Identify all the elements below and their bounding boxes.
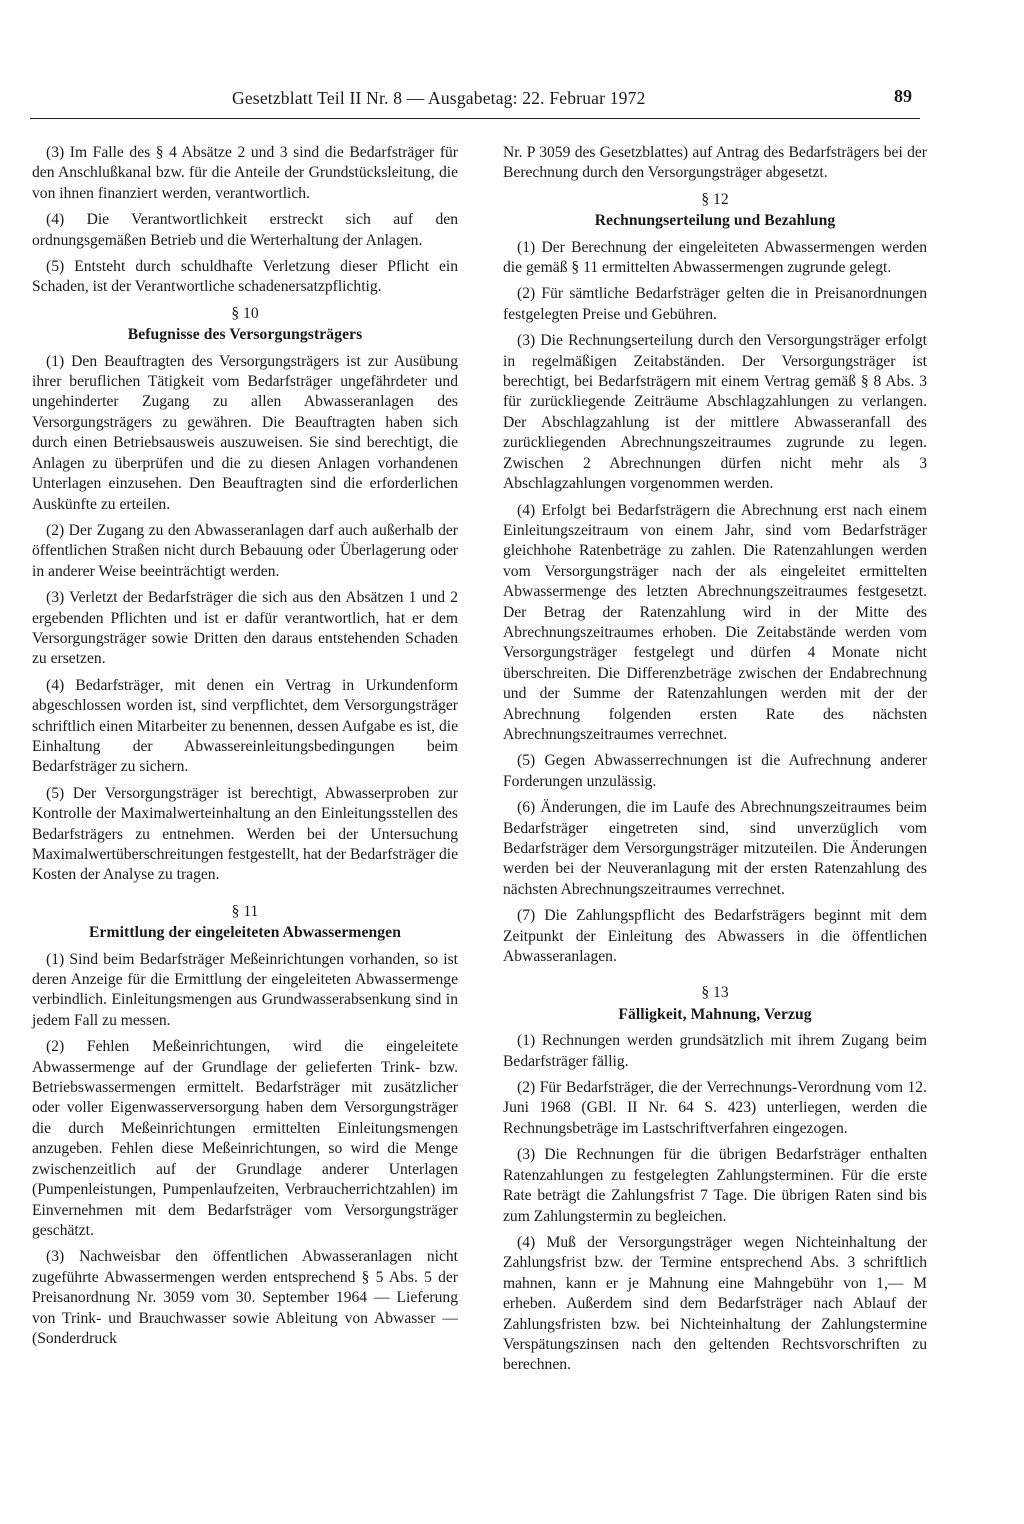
paragraph: (4) Bedarfsträger, mit denen ein Vertrag in Urkundenform abgeschlossen worden ist, sind verpflichtet, dem Versorgungsträger schriftlich einen Mitarbeiter zu benennen, dessen Aufgabe es ist, die Einhaltung der Abwassereinleitungsbedingungen beim Bedarfsträger zu sichern. <box>32 676 458 776</box>
paragraph: (1) Der Berechnung der eingeleiteten Abwassermengen werden die gemäß § 11 ermittelten Abwassermengen zugrunde gelegt. <box>503 238 927 277</box>
section-number: § 13 <box>701 984 729 1002</box>
left-column <box>32 143 458 1355</box>
section-title: Rechnungserteilung und Bezahlung <box>594 212 836 230</box>
paragraph: (3) Nachweisbar den öffentlichen Abwasseranlagen nicht zugeführte Abwassermengen werden entsprechend § 5 Abs. 5 der Preisanordnung Nr. 3059 vom 30. September 1964 — Lieferung von Trink- und Brauchwasser sowie Ableitung von Abwasser — (Sonderdruck <box>32 1248 458 1347</box>
paragraph: (6) Änderungen, die im Laufe des Abrechnungszeitraumes beim Bedarfsträger eingetreten sind, sind unverzüglich vom Bedarfsträger dem Versorgungsträger mitzuteilen. Die Änderungen werden bei der Neuveranlagung mit der ersten Ratenzahlung des nächsten Abrechnungszeitraumes verrechnet. <box>503 799 927 898</box>
paragraph: (4) Erfolgt bei Bedarfsträgern die Abrechnung erst nach einem Einleitungszeitraum von einem Jahr, sind vom Bedarfsträger gleichhohe Ratenbeträge zu zahlen. Die Ratenzahlungen werden vom Versorgungsträger nach der als eingeleitet ermittelten Abwassermenge des letzten Abrechnungszeitraumes festgesetzt. Der Betrag der Ratenzahlung wird in der Mitte des Abrechnungszeitraumes erhoben. Die Zeitabstände werden vom Versorgungsträger festgelegt und dürfen 4 Monate nicht überschreiten. Die Differenzbeträge zwischen der Endabrechnung und der Summe der Ratenzahlungen werden mit der der Abrechnung folgenden ersten Rate des nächsten Abrechnungszeitraumes verrechnet. <box>503 501 927 743</box>
paragraph: (1) Den Beauftragten des Versorgungsträgers ist zur Ausübung ihrer beruflichen Tätigkeit vom Bedarfsträger ungefährdeter und ungehinderter Zugang zu allen Abwasseranlagen des Versorgungsträgers zu gewähren. Die Beauftragten haben sich durch einen Betriebsausweis auszuweisen. Sie sind berechtigt, die Anlagen zu überprüfen und die zu diesen Anlagen vorhandenen Unterlagen einzusehen. Den Beauftragten sind die erforderlichen Auskünfte zu erteilen. <box>32 352 458 513</box>
section-title: Befugnisse des Versorgungsträgers <box>127 326 363 344</box>
paragraph: (4) Die Verantwortlichkeit erstreckt sich auf den ordnungsgemäßen Betrieb und die Werterhaltung der Anlagen. <box>32 211 458 249</box>
paragraph: (3) Die Rechnungen für die übrigen Bedarfsträger enthalten Ratenzahlungen zu festgelegten Zahlungsterminen. Für die erste Rate beträgt die Zahlungsfrist 7 Tage. Die übrigen Raten sind bis zum Zahlungstermin zu begleichen. <box>503 1146 927 1225</box>
paragraph-continued: Nr. P 3059 des Gesetzblattes) auf Antrag des Bedarfsträgers bei der Berechnung durch den Versorgungsträger abgesetzt. <box>503 144 927 182</box>
paragraph: (1) Rechnungen werden grundsätzlich mit ihrem Zugang beim Bedarfsträger fällig. <box>503 1032 927 1070</box>
paragraph: (4) Muß der Versorgungsträger wegen Nichteinhaltung der Zahlungsfrist bzw. der Termine entsprechend Abs. 3 schriftlich mahnen, kann er je Mahnung eine Mahngebühr von 1,— M erheben. Außerdem sind dem Bedarfsträger nach Ablauf der Zahlungsfristen bzw. bei Nichteinhaltung der Zahlungstermine Verspätungszinsen nach den geltenden Rechtsvorschriften zu berechnen. <box>503 1233 927 1374</box>
paragraph: (3) Im Falle des § 4 Absätze 2 und 3 sind die Bedarfsträger für den Anschlußkanal bzw. für die Anteile der Grundstücksleitung, die von ihnen finanziert werden, verantwortlich. <box>32 144 458 202</box>
section-title: Ermittlung der eingeleiteten Abwassermengen <box>89 924 401 942</box>
paragraph: (2) Der Zugang zu den Abwasseranlagen darf auch außerhalb der öffentlichen Straßen nicht durch Bebauung oder Überlagerung oder in anderer Weise beeinträchtigt werden. <box>32 521 458 580</box>
page-number: 89 <box>894 86 912 106</box>
paragraph: (2) Für sämtliche Bedarfsträger gelten die in Preisanordnungen festgelegten Preise und Gebühren. <box>503 285 927 323</box>
section-number: § 10 <box>231 304 259 322</box>
header-title: Gesetzblatt Teil II Nr. 8 — Ausgabetag: 22. Februar 1972 <box>232 88 646 108</box>
right-column <box>503 143 927 1382</box>
section-number: § 11 <box>231 902 259 920</box>
paragraph: (3) Verletzt der Bedarfsträger die sich aus den Absätzen 1 und 2 ergebenden Pflichten und ist er dafür verantwortlich, hat er dem Versorgungsträger sowie Dritten den daraus entstehenden Schaden zu ersetzen. <box>32 589 458 668</box>
paragraph: (5) Entsteht durch schuldhafte Verletzung dieser Pflicht ein Schaden, ist der Verantwortliche schadenersatzpflichtig. <box>32 258 458 296</box>
paragraph: (5) Gegen Abwasserrechnungen ist die Aufrechnung anderer Forderungen unzulässig. <box>503 752 927 790</box>
section-number: § 12 <box>701 190 729 208</box>
paragraph: (1) Sind beim Bedarfsträger Meßeinrichtungen vorhanden, so ist deren Anzeige für die Ermittlung der eingeleiteten Abwassermenge verbindlich. Einleitungsmengen aus Grundwasserabsenkung sind in jedem Fall zu messen. <box>32 950 458 1029</box>
page-header <box>30 84 920 119</box>
paragraph: (2) Für Bedarfsträger, die der Verrechnungs-Verordnung vom 12. Juni 1968 (GBl. II Nr. 64 S. 423) unterliegen, werden die Rechnungsbeträge im Lastschriftverfahren eingezogen. <box>503 1079 927 1137</box>
section-title: Fälligkeit, Mahnung, Verzug <box>618 1005 812 1023</box>
paragraph: (5) Der Versorgungsträger ist berechtigt, Abwasserproben zur Kontrolle der Maximalwerteinhaltung an den Einleitungsstellen des Bedarfsträgers zu entnehmen. Werden bei der Untersuchung Maximalwertüberschreitungen festgestellt, hat der Bedarfsträger die Kosten der Analyse zu tragen. <box>32 784 458 884</box>
paragraph: (7) Die Zahlungspflicht des Bedarfsträgers beginnt mit dem Zeitpunkt der Einleitung des Abwassers in die öffentlichen Abwasseranlagen. <box>503 907 927 966</box>
paragraph: (2) Fehlen Meßeinrichtungen, wird die eingeleitete Abwassermenge auf der Grundlage der gelieferten Trink- bzw. Betriebswassermengen ermittelt. Bedarfsträger mit zusätzlicher oder voller Eigenwasserversorgung haben dem Versorgungsträger die durch Meßeinrichtungen ermittelten Einleitungsmengen anzugeben. Fehlen diese Meßeinrichtungen, so wird die Menge zwischenzeitlich auf der Grundlage anderer Unterlagen (Pumpenleistungen, Pumpenlaufzeiten, Verbraucherrichtzahlen) im Einvernehmen mit dem Bedarfsträger vom Versorgungsträger geschätzt. <box>32 1038 458 1239</box>
paragraph: (3) Die Rechnungserteilung durch den Versorgungsträger erfolgt in regelmäßigen Zeitabständen. Der Versorgungsträger ist berechtigt, bei Bedarfsträgern mit einem Vertrag gemäß § 8 Abs. 3 für zurückliegende Zeiträume Abschlagzahlungen zu verlangen. Der Abschlagzahlung ist der mittlere Abwasseranfall des zurückliegenden Abrechnungszeitraumes zugrunde zu legen. Zwischen 2 Abrechnungen dürfen nicht mehr als 3 Abschlagzahlungen vorgenommen werden. <box>503 332 927 493</box>
